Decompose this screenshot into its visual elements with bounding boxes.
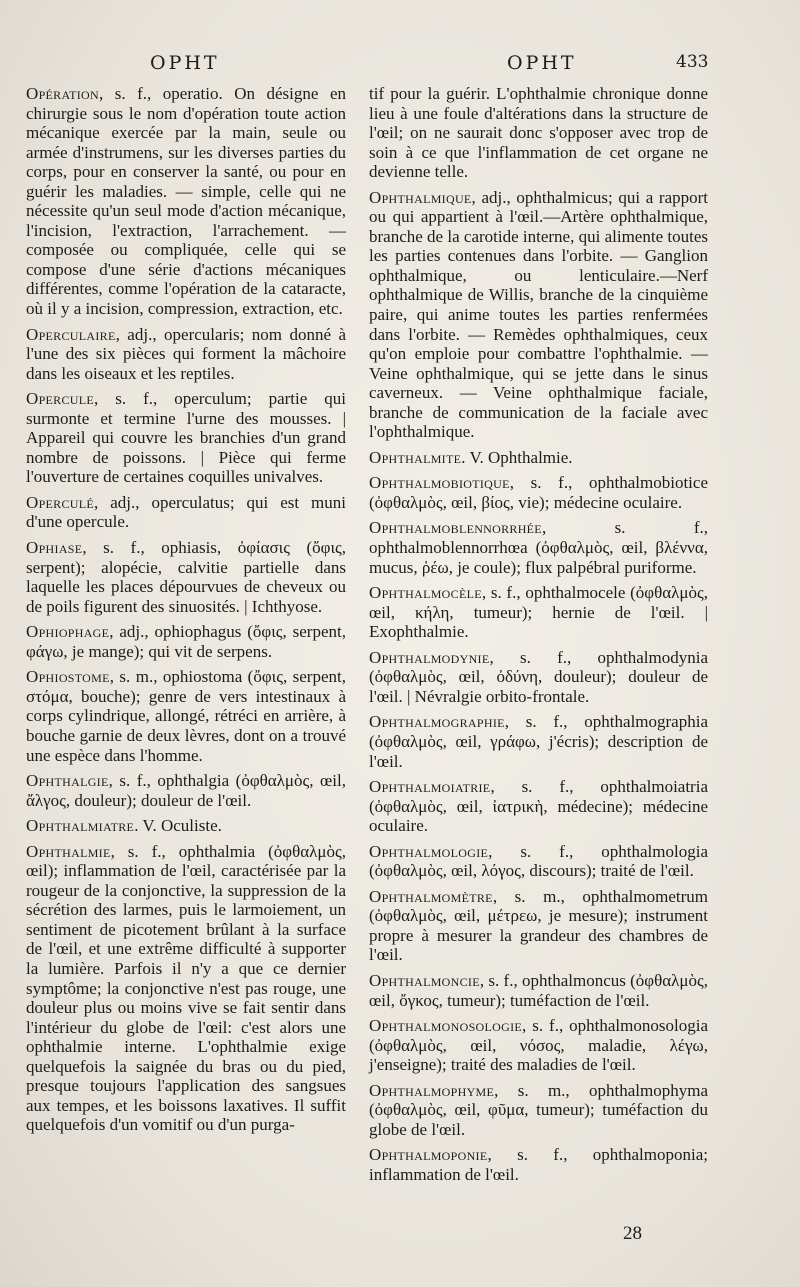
entry-headword: Operculaire bbox=[26, 324, 116, 344]
entry-definition: , s. m., ophiostoma (ὄφις, serpent, στόμα, bouche); genre de vers intestinaux à corps cylindrique, allongé, rétréci en arrière, à bouche garnie de deux lèvres, dont on a trouvé une espèce dans l'homme. bbox=[26, 667, 346, 765]
dictionary-entry bbox=[26, 842, 346, 1135]
entry-definition: , s. f., operatio. On désigne en chirurgie sous le nom d'opération toute action mécanique exercée par la main, seule ou armée d'instrumens, sur les diverses parties du corps, pour en conserver la santé, ou pour en guérir les maladies. — simple, celle qui ne nécessite qu'un seul mode d'action mécanique, l'incision, l'extraction, l'arrachement. —composée ou compliquée, celle qui se compose d'une série d'actions mécaniques différentes, comme l'opération de la cataracte, où il y a incision, compression, extraction, etc. bbox=[26, 84, 346, 319]
dictionary-entry bbox=[369, 712, 708, 771]
entry-definition: , s. f., ophthalmia (ὀφθαλμὸς, œil); inflammation de l'œil, caractérisée par la rougeur de la conjonctive, la suppression de la sécrétion des larmes, puis le larmoiement, un sentiment de picotement brûlant à la surface de l'œil, et une extrême difficulté à supporter la lumière. Parfois il n'y a que ce dernier symptôme; la conjonctive n'est pas rouge, une douleur plus ou moins vive se fait sentir dans l'intérieur du globe de l'œil: c'est alors une ophthalmie interne. L'ophthalmie exige quelquefois la saignée du bras ou du pied, presque toujours l'application des sangsues aux tempes, et les boissons laxatives. Il suffit quelquefois d'un vomitif ou d'un purga- bbox=[26, 841, 346, 1135]
dictionary-entry bbox=[26, 493, 346, 532]
entry-headword: Ophthalmoblennorrhée bbox=[369, 518, 542, 538]
entry-definition: , s. f., ophthalmoncus (ὀφθαλμὸς, œil, ὄγκος, tumeur); tuméfaction de l'œil. bbox=[369, 970, 708, 1010]
dictionary-entry bbox=[369, 1016, 708, 1075]
entry-headword: Opération bbox=[26, 84, 99, 103]
entry-headword: Ophiostome bbox=[26, 667, 110, 687]
entry-headword: Ophthalmie bbox=[26, 841, 111, 861]
entry-headword: Ophthalmodynie bbox=[369, 647, 490, 667]
dictionary-entry bbox=[369, 583, 708, 642]
entry-headword: Ophthalmophyme bbox=[369, 1080, 495, 1100]
entry-headword: Ophthalmiatre bbox=[26, 816, 135, 836]
entry-definition: , s. f., ophthalmonosologia (ὀφθαλμὸς, œil, νόσος, maladie, λέγω, j'enseigne); traité des maladies de l'œil. bbox=[369, 1016, 708, 1075]
left-column bbox=[26, 84, 346, 1141]
entry-headword: Ophthalmomètre bbox=[369, 886, 493, 906]
entry-definition: , s. f., ophthalmobiotice (ὀφθαλμὸς, œil, βίος, vie); médecine oculaire. bbox=[369, 473, 708, 512]
entry-headword: Ophthalmocèle bbox=[369, 583, 482, 603]
entry-headword: Ophthalmoponie bbox=[369, 1145, 488, 1165]
entry-definition: , adj., opercularis; nom donné à l'une des six pièces qui forment la mâchoire dans les oiseaux et les reptiles. bbox=[26, 324, 346, 383]
entry-definition: . V. Oculiste. bbox=[134, 816, 222, 836]
entry-definition: , s. m., ophthalmophyma (ὀφθαλμὸς, œil, φῦμα, tumeur); tuméfaction du globe de l'œil. bbox=[369, 1080, 708, 1139]
right-column bbox=[369, 84, 708, 1190]
entry-definition: . V. Ophthalmie. bbox=[461, 447, 573, 467]
entry-definition: , s. f., ophthalmologia (ὀφθαλμὸς, œil, λόγος, discours); traité de l'œil. bbox=[369, 841, 708, 881]
dictionary-entry bbox=[369, 1081, 708, 1140]
dictionary-entry bbox=[26, 325, 346, 384]
entry-headword: Ophthalmographie bbox=[369, 712, 505, 732]
entry-definition: , s. f., ophthalgia (ὀφθαλμὸς, œil, ἄλγος, douleur); douleur de l'œil. bbox=[26, 771, 346, 810]
dictionary-entry bbox=[26, 538, 346, 616]
running-head-left: OPHT bbox=[150, 52, 220, 74]
entry-headword: Opercule bbox=[26, 389, 95, 409]
entry-definition: , s. f., ophthalmoiatria (ὀφθαλμὸς, œil, ἰατρικὴ, médecine); médecine oculaire. bbox=[369, 777, 708, 836]
entry-headword: Ophthalmoncie bbox=[369, 970, 480, 990]
entry-definition: , adj., ophiophagus (ὄφις, serpent, φάγω, je mange); qui vit de serpens. bbox=[26, 622, 346, 661]
dictionary-entry bbox=[26, 84, 346, 319]
entry-definition: , s. f., ophthalmocele (ὀφθαλμὸς, œil, κήλη, tumeur); hernie de l'œil. | Exophthalmie. bbox=[369, 583, 708, 642]
dictionary-entry bbox=[369, 971, 708, 1010]
entry-headword: Ophthalmonosologie bbox=[369, 1016, 523, 1036]
dictionary-entry bbox=[369, 188, 708, 442]
entry-definition: , s. f., operculum; partie qui surmonte et termine l'urne des mousses. | Appareil qui couvre les branchies d'un grand nombre de poissons. | Pièce qui ferme l'ouverture de certaines coquilles univalves. bbox=[26, 389, 346, 487]
dictionary-entry bbox=[369, 448, 708, 468]
dictionary-entry bbox=[369, 887, 708, 965]
dictionary-entry bbox=[26, 771, 346, 810]
dictionary-entry bbox=[369, 777, 708, 836]
entry-definition: , s. f., ophthalmoblennorrhœa (ὀφθαλμὸς, œil, βλέννα, mucus, ῥέω, je coule); flux palpébral puriforme. bbox=[369, 518, 708, 577]
dictionary-entry bbox=[369, 84, 708, 182]
entry-headword: Ophthalmoiatrie bbox=[369, 777, 491, 797]
entry-headword: Ophthalmobiotique bbox=[369, 473, 510, 493]
entry-headword: Ophthalmique bbox=[369, 187, 472, 207]
running-head-right: OPHT bbox=[507, 52, 577, 74]
dictionary-entry bbox=[369, 473, 708, 512]
entry-headword: Ophthalmologie bbox=[369, 841, 489, 861]
dictionary-entry bbox=[26, 667, 346, 765]
entry-headword: Ophthalgie bbox=[26, 771, 109, 791]
page-number: 433 bbox=[676, 52, 709, 72]
dictionary-entry bbox=[369, 842, 708, 881]
entry-headword: Ophiophage bbox=[26, 622, 110, 642]
dictionary-entry bbox=[369, 648, 708, 707]
dictionary-entry bbox=[369, 1145, 708, 1184]
entry-headword: Operculé bbox=[26, 492, 95, 512]
dictionary-entry bbox=[26, 622, 346, 661]
entry-headword: Ophthalmite bbox=[369, 447, 462, 467]
entry-definition: , adj., operculatus; qui est muni d'une opercule. bbox=[26, 492, 346, 532]
entry-definition: , s. f., ophthalmoponia; inflammation de l'œil. bbox=[369, 1145, 708, 1184]
entry-definition: , adj., ophthalmicus; qui a rapport ou qui appartient à l'œil.—Artère ophthalmique, branche de la carotide interne, qui alimente toutes les parties contenues dans l'orbite. — Ganglion ophthalmique, ou lenticulaire.—Nerf ophthalmique de Willis, branche de la cinquième paire, qui anime toutes les parties renfermées dans l'orbite. — Remèdes ophthalmiques, ceux qu'on emploie pour combattre l'ophthalmie. — Veine ophthalmique, qui se jette dans le sinus caverneux. — Veine ophthalmique faciale, branche de communication de la faciale avec l'ophthalmique. bbox=[369, 187, 708, 442]
entry-definition: , s. f., ophthalmographia (ὀφθαλμὸς, œil, γράφω, j'écris); description de l'œil. bbox=[369, 712, 708, 771]
dictionary-entry bbox=[26, 389, 346, 487]
entry-definition: , s. f., ophiasis, ὀφίασις (ὄφις, serpent); alopécie, calvitie partielle dans laquelle les places dépourvues de cheveux ou de poils figurent des sinuosités. | Ichthyose. bbox=[26, 538, 346, 616]
entry-definition: tif pour la guérir. L'ophthalmie chronique donne lieu à une foule d'altérations dans la structure de l'œil; on ne saurait donc s'opposer avec trop de soin à ce que l'inflammation de cet organe ne devienne telle. bbox=[369, 84, 708, 182]
dictionary-entry bbox=[369, 518, 708, 577]
dictionary-entry bbox=[26, 816, 346, 836]
signature-mark: 28 bbox=[623, 1223, 642, 1244]
entry-headword: Ophiase bbox=[26, 538, 83, 558]
entry-definition: , s. m., ophthalmometrum (ὀφθαλμὸς, œil, μέτρεω, je mesure); instrument propre à mesurer la grandeur des chambres de l'œil. bbox=[369, 886, 708, 965]
entry-definition: , s. f., ophthalmodynia (ὀφθαλμὸς, œil, ὀδύνη, douleur); douleur de l'œil. | Névralgie orbito-frontale. bbox=[369, 647, 708, 706]
